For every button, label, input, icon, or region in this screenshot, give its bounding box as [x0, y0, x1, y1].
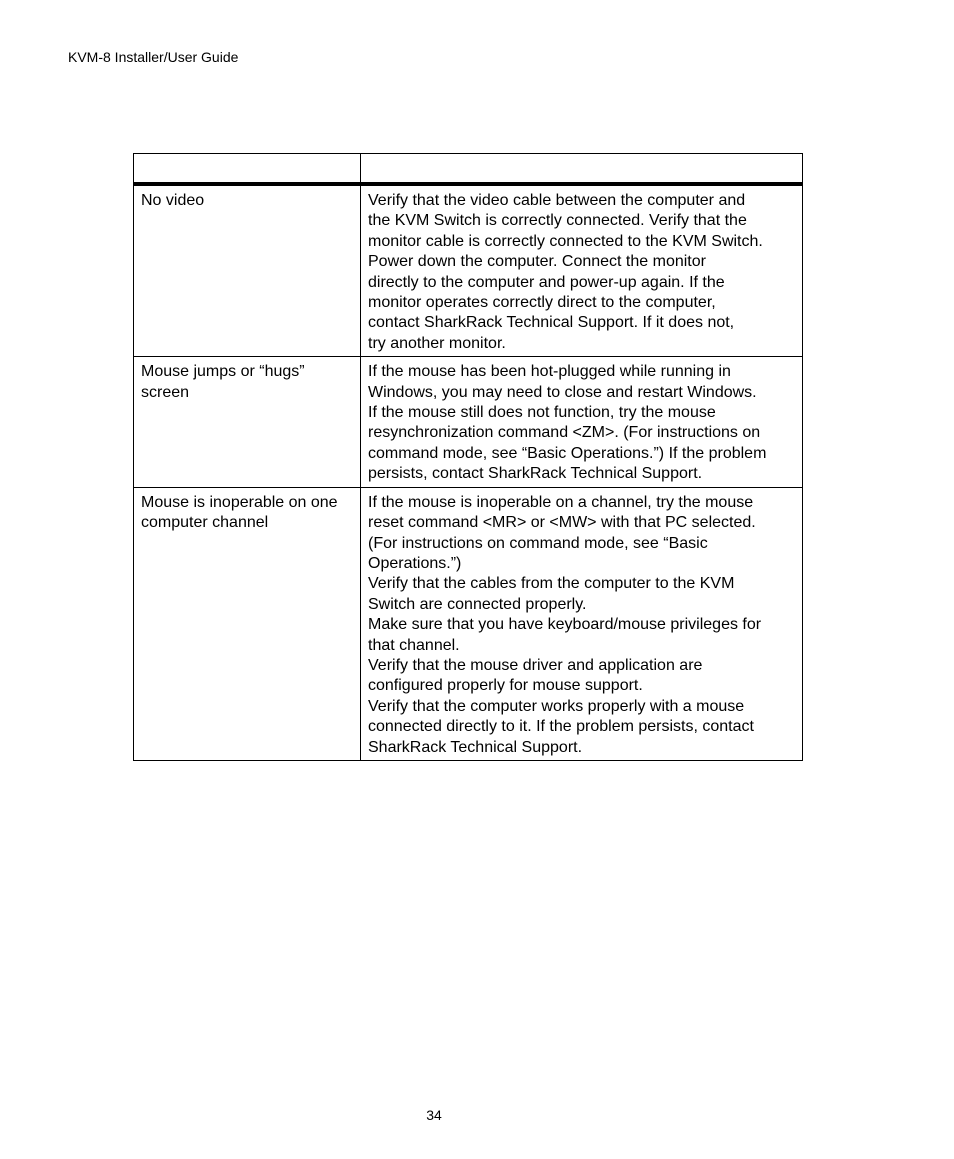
- solution-line: command mode, see “Basic Operations.”) If the problem: [368, 444, 767, 462]
- troubleshooting-table: [133, 153, 803, 761]
- problem-line: Mouse is inoperable on one: [141, 493, 338, 511]
- problem-line: No video: [141, 192, 205, 209]
- running-header: KVM-8 Installer/User Guide: [68, 49, 239, 65]
- page-number: 34: [426, 1107, 442, 1123]
- solution-line: (For instructions on command mode, see “Basic: [368, 534, 708, 552]
- solution-line: Verify that the mouse driver and application are: [368, 656, 703, 674]
- solution-line: monitor operates correctly direct to the computer,: [368, 294, 716, 312]
- solution-line: persists, contact SharkRack Technical Support.: [368, 465, 703, 483]
- solution-cell: [361, 357, 803, 487]
- problem-line: screen: [141, 383, 190, 401]
- solution-line: SharkRack Technical Support.: [368, 738, 583, 756]
- table-row: [134, 487, 803, 760]
- problem-cell: [134, 357, 361, 487]
- table-row: [134, 357, 803, 487]
- solution-line: try another monitor.: [368, 334, 506, 352]
- solution-line: Power down the computer. Connect the monitor: [368, 253, 706, 271]
- column-header-problem: [134, 154, 361, 185]
- problem-cell: [134, 184, 361, 357]
- solution-line: If the mouse still does not function, try the mouse: [368, 404, 716, 422]
- problem-line: Mouse jumps or “hugs”: [141, 363, 305, 381]
- solution-line: Windows, you may need to close and restart Windows.: [368, 383, 757, 401]
- solution-line: that channel.: [368, 636, 460, 654]
- solution-line: Verify that the cables from the computer to the KVM: [368, 575, 735, 593]
- table-header-row: [134, 154, 803, 185]
- column-header-solution: [361, 154, 803, 185]
- solution-line: If the mouse has been hot-plugged while running in: [368, 363, 731, 381]
- solution-cell: [361, 487, 803, 760]
- problem-line: computer channel: [141, 514, 269, 532]
- solution-line: configured properly for mouse support.: [368, 677, 643, 695]
- problem-cell: [134, 487, 361, 760]
- solution-line: connected directly to it. If the problem persists, contact: [368, 718, 754, 736]
- solution-line: resynchronization command <ZM>. (For instructions on: [368, 424, 761, 442]
- solution-line: Verify that the computer works properly with a mouse: [368, 697, 745, 715]
- table-row: [134, 184, 803, 357]
- solution-line: the KVM Switch is correctly connected. Verify that the: [368, 212, 747, 230]
- solution-line: directly to the computer and power-up again. If the: [368, 273, 725, 291]
- solution-line: If the mouse is inoperable on a channel, try the mouse: [368, 493, 754, 511]
- solution-line: Operations.”): [368, 554, 462, 572]
- solution-line: reset command <MR> or <MW> with that PC selected.: [368, 514, 756, 532]
- solution-line: Verify that the video cable between the computer and: [368, 192, 746, 209]
- solution-line: contact SharkRack Technical Support. If it does not,: [368, 314, 735, 332]
- solution-cell: [361, 184, 803, 357]
- solution-line: monitor cable is correctly connected to the KVM Switch.: [368, 232, 763, 250]
- solution-line: Make sure that you have keyboard/mouse privileges for: [368, 616, 762, 634]
- solution-line: Switch are connected properly.: [368, 595, 587, 613]
